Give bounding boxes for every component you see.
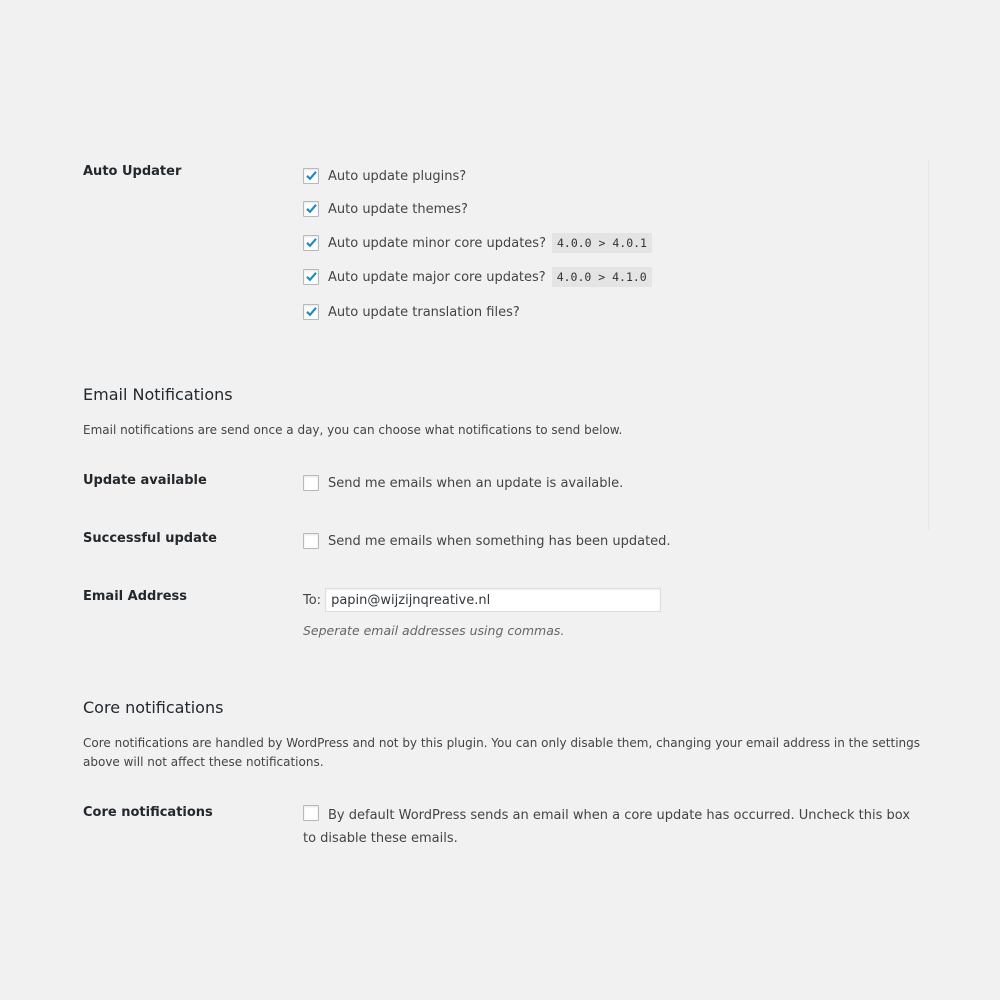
- option-auto-update-plugins[interactable]: [303, 168, 466, 184]
- checkmark-icon: [305, 236, 318, 249]
- option-label: By default WordPress sends an email when a core update has occurred. Uncheck this box to disable these emails.: [303, 808, 911, 846]
- option-label: Auto update plugins?: [328, 168, 467, 184]
- to-prefix: To:: [303, 592, 322, 608]
- option-auto-update-translations[interactable]: [303, 304, 520, 320]
- core-notifications-description: Core notifications are handled by WordPress and not by this plugin. You can only disable them, changing your email address in the settings above will not affect these notifications.: [83, 736, 921, 769]
- update-available-label: Update available: [83, 473, 207, 488]
- option-label: Auto update minor core updates?: [328, 235, 546, 251]
- checkbox-core-notifications[interactable]: [303, 805, 319, 821]
- checkbox-successful-update[interactable]: [303, 533, 319, 549]
- checkmark-icon: [305, 202, 318, 215]
- option-core-notifications[interactable]: [303, 804, 913, 850]
- option-update-available[interactable]: [303, 475, 623, 491]
- checkbox-auto-update-themes[interactable]: [303, 201, 319, 217]
- checkmark-icon: [305, 169, 318, 182]
- scrollbar-track[interactable]: [928, 160, 929, 530]
- checkbox-auto-update-translations[interactable]: [303, 304, 319, 320]
- checkmark-icon: [305, 270, 318, 283]
- checkbox-auto-update-plugins[interactable]: [303, 168, 319, 184]
- checkbox-auto-update-minor-core[interactable]: [303, 235, 319, 251]
- version-code-major: 4.0.0 > 4.1.0: [552, 267, 652, 287]
- option-label: Auto update major core updates?: [328, 269, 546, 285]
- email-hint: Seperate email addresses using commas.: [303, 623, 565, 638]
- email-address-field: [303, 588, 661, 612]
- checkbox-update-available[interactable]: [303, 475, 319, 491]
- option-label: Send me emails when something has been updated.: [328, 533, 671, 549]
- option-label: Auto update translation files?: [328, 304, 520, 320]
- checkmark-icon: [305, 305, 318, 318]
- successful-update-label: Successful update: [83, 531, 217, 546]
- option-label: Auto update themes?: [328, 201, 468, 217]
- email-input[interactable]: [325, 588, 661, 612]
- email-address-label: Email Address: [83, 589, 188, 604]
- email-notifications-description: Email notifications are send once a day, you can choose what notifications to send below.: [83, 423, 623, 437]
- option-label: Send me emails when an update is available.: [328, 475, 624, 491]
- option-successful-update[interactable]: [303, 533, 671, 549]
- option-auto-update-minor-core[interactable]: [303, 233, 652, 253]
- core-notifications-label: Core notifications: [83, 805, 213, 820]
- checkbox-auto-update-major-core[interactable]: [303, 269, 319, 285]
- core-notifications-heading: Core notifications: [83, 698, 224, 717]
- email-notifications-heading: Email Notifications: [83, 385, 233, 404]
- version-code-minor: 4.0.0 > 4.0.1: [552, 233, 652, 253]
- auto-updater-label: Auto Updater: [83, 164, 182, 179]
- option-auto-update-major-core[interactable]: [303, 267, 652, 287]
- option-auto-update-themes[interactable]: [303, 201, 468, 217]
